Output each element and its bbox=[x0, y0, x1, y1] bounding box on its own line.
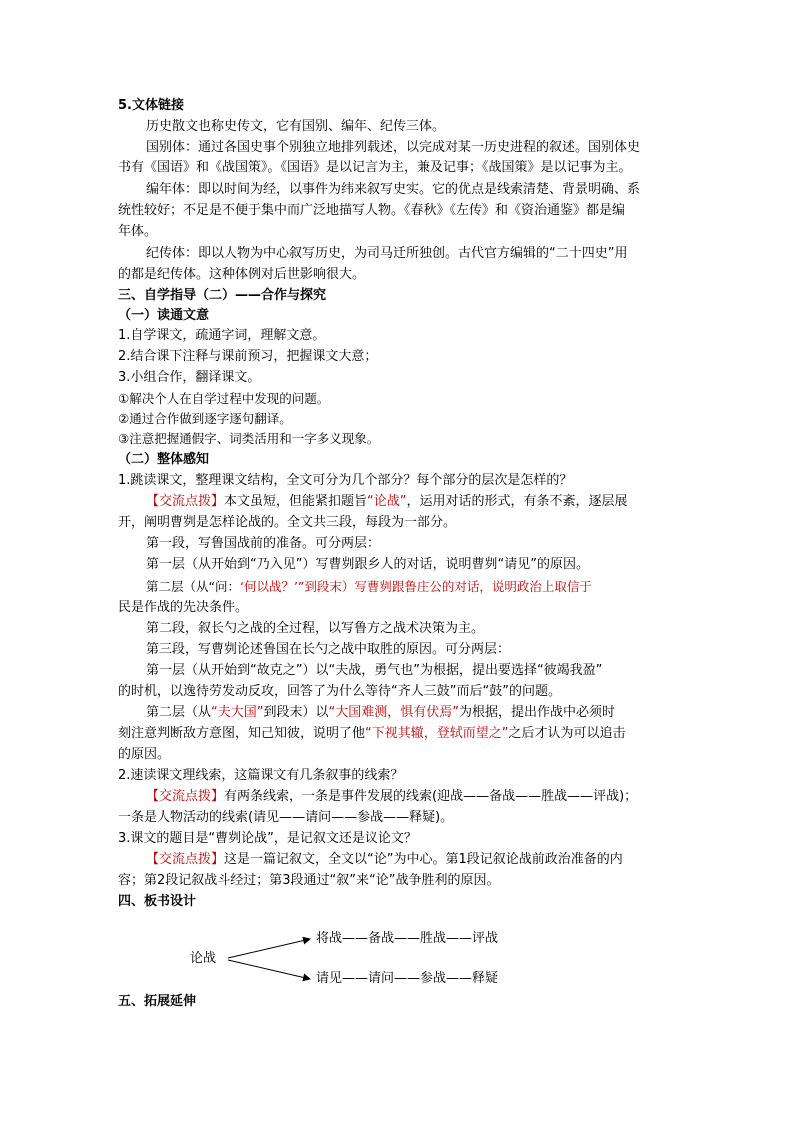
list-item: 2.结合课下注释与课前预习，把握课文大意； bbox=[118, 349, 378, 364]
section-heading-self-study: 三、自学指导（二）——合作与探究 bbox=[118, 288, 327, 303]
subheading-read-through: （一）读通文意 bbox=[118, 308, 210, 323]
paragraph-guobie-line2: 书有《国语》和《战国策》。《国语》是以记言为主，兼及记事；《战国策》是以记事为主。 bbox=[118, 160, 632, 175]
subheading-overall: （二）整体感知 bbox=[118, 452, 210, 467]
list-item: ③注意把握通假字、词类活用和一字多义现象。 bbox=[118, 431, 380, 446]
paragraph-part1-layer2: 第二层（从“问：‘何以战？’”到段末）写曹刿跟鲁庄公的对话，说明政治上取信于 bbox=[146, 579, 592, 594]
paragraph-part3-layer2-line3: 的原因。 bbox=[118, 747, 171, 762]
paragraph-part3-layer2-line1: 第二层（从“夫大国”到段末）以“大国难测，惧有伏焉”为根据，提出作战中必须时 bbox=[146, 705, 616, 720]
exchange-tag: 【交流点拨】 bbox=[146, 789, 225, 804]
board-upper-chain: 将战——备战——胜战——评战 bbox=[316, 931, 499, 946]
paragraph-part1: 第一段，写鲁国战前的准备。可分两层： bbox=[146, 536, 381, 551]
list-item: 1.自学课文，疏通字词，理解文意。 bbox=[118, 328, 326, 343]
paragraph-part3: 第三段，写曹刿论述鲁国在长勺之战中取胜的原因。可分两层： bbox=[146, 642, 511, 657]
list-item: ①解决个人在自学过程中发现的问题。 bbox=[118, 391, 330, 406]
paragraph-biannian-line3: 年体。 bbox=[118, 224, 158, 239]
answer-1-line1: 【交流点拨】本文虽短，但能紧扣题旨“论战”，运用对话的形式，有条不紊，逐层展 bbox=[146, 494, 628, 509]
paragraph-genre-intro: 历史散文也称史传文，它有国别、编年、纪传三体。 bbox=[146, 119, 446, 134]
section-heading-genre: 5.文体链接 bbox=[118, 98, 184, 113]
question-1: 1.跳读课文，整理课文结构，全文可分为几个部分？每个部分的层次是怎样的？ bbox=[118, 473, 573, 488]
paragraph-part2: 第二段，叙长勺之战的全过程，以写鲁方之战术决策为主。 bbox=[146, 621, 485, 636]
answer-2-line2: 一条是人物活动的线索(请见——请问——参战——释疑)。 bbox=[118, 810, 454, 825]
question-2: 2.速读课文理线索，这篇课文有几条叙事的线索？ bbox=[118, 768, 404, 783]
paragraph-part1-layer2-cont: 民是作战的先决条件。 bbox=[118, 600, 249, 615]
answer-3-line1: 【交流点拨】这是一篇记叙文，全文以“论”为中心。第1段记叙论战前政治准备的内 bbox=[146, 852, 623, 867]
board-root-label: 论战 bbox=[190, 951, 217, 966]
section-heading-extension: 五、拓展延伸 bbox=[118, 994, 197, 1009]
paragraph-biannian-line1: 编年体：即以时间为经，以事件为纬来叙写史实。它的优点是线索清楚、背景明确、系 bbox=[146, 182, 641, 197]
paragraph-jizhuan-line2: 的都是纪传体。这种体例对后世影响很大。 bbox=[118, 267, 366, 282]
answer-3-line2: 容；第2段记叙战斗经过；第3段通过“叙”来“论”战争胜利的原因。 bbox=[118, 873, 500, 888]
arrow-upper bbox=[228, 939, 310, 958]
exchange-tag: 【交流点拨】 bbox=[146, 494, 225, 509]
paragraph-jizhuan-line1: 纪传体：即以人物为中心叙写历史，为司马迁所独创。古代官方编辑的“二十四史”用 bbox=[146, 246, 628, 261]
paragraph-part1-layer1: 第一层（从开始到“乃入见”）写曹刿跟乡人的对话，说明曹刿“请见”的原因。 bbox=[146, 557, 589, 572]
exchange-tag: 【交流点拨】 bbox=[146, 852, 225, 867]
question-3: 3.课文的题目是“曹刿论战”，是记叙文还是议论文？ bbox=[118, 831, 417, 846]
answer-2-line1: 【交流点拨】有两条线索，一条是事件发展的线索(迎战——备战——胜战——评战)； bbox=[146, 789, 638, 804]
paragraph-part3-layer1-line2: 的时机，以逸待劳发动反攻，回答了为什么等待“齐人三鼓”而后“鼓”的问题。 bbox=[118, 684, 561, 699]
paragraph-part3-layer2-line2: 刻注意判断敌方意图，知己知彼，说明了他“下视其辙，登轼而望之”之后才认为可以追击 bbox=[118, 726, 626, 741]
answer-1-line2: 开，阐明曹刿是怎样论战的。全文共三段，每段为一部分。 bbox=[118, 515, 457, 530]
paragraph-guobie-line1: 国别体：通过各国史事个别独立地排列载述，以完成对某一历史进程的叙述。国别体史 bbox=[146, 140, 641, 155]
section-heading-board: 四、板书设计 bbox=[118, 894, 197, 909]
paragraph-part3-layer1-line1: 第一层（从开始到“故克之”）以“夫战，勇气也”为根据，提出要选择“彼竭我盈” bbox=[146, 663, 603, 678]
board-lower-chain: 请见——请问——参战——释疑 bbox=[316, 971, 499, 986]
paragraph-biannian-line2: 统性较好；不足是不便于集中而广泛地描写人物。《春秋》《左传》和《资治通鉴》都是编 bbox=[118, 203, 626, 218]
arrow-lower bbox=[228, 960, 310, 979]
list-item: ②通过合作做到逐字逐句翻译。 bbox=[118, 411, 292, 426]
list-item: 3.小组合作，翻译课文。 bbox=[118, 370, 261, 385]
